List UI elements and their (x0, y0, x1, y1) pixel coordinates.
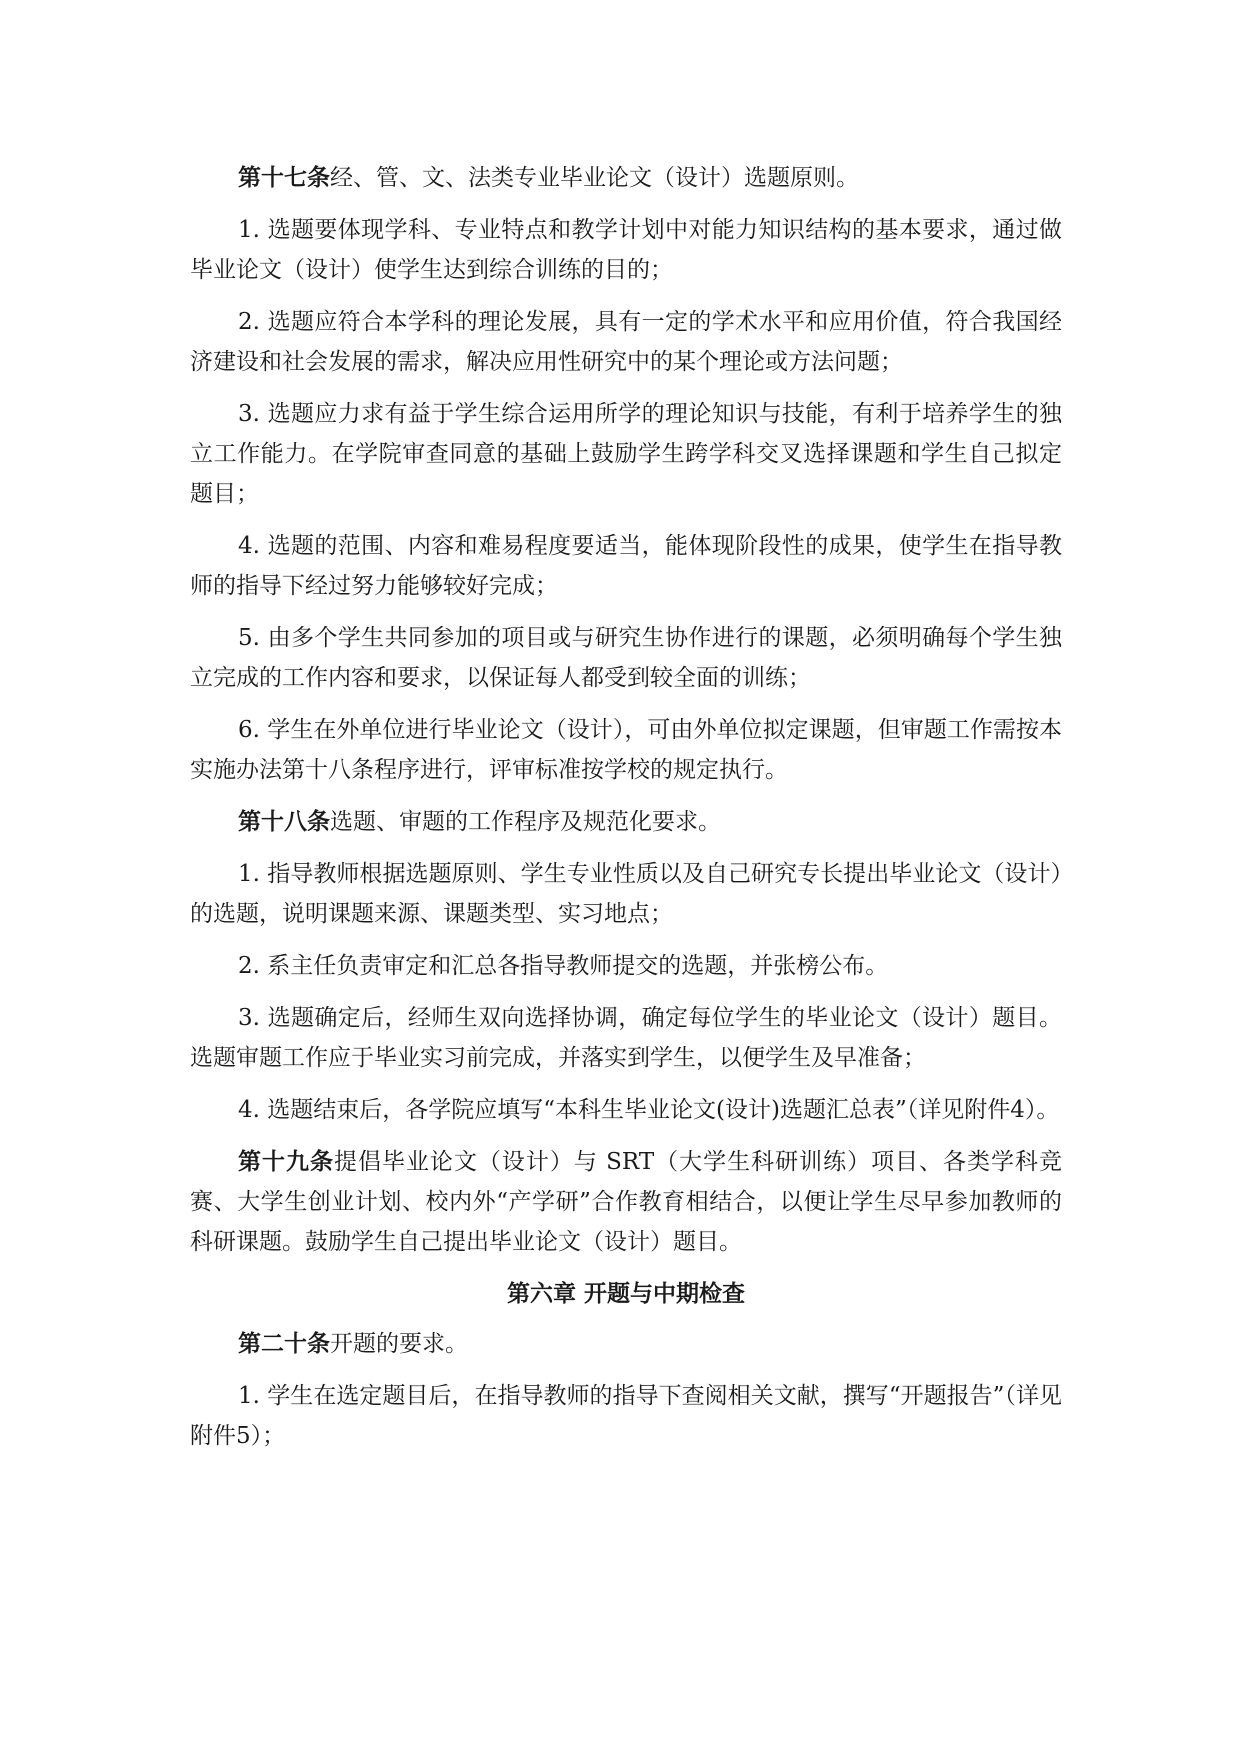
article-20 (190, 1324, 1062, 1364)
article-19 (190, 1142, 1062, 1262)
article-heading: 第二十条 (238, 1330, 330, 1357)
list-item: 6. 学生在外单位进行毕业论文（设计），可由外单位拟定课题，但审题工作需按本实施办法第十八条程序进行，评审标准按学校的规定执行。 (190, 717, 1062, 783)
list-item: 1. 学生在选定题目后，在指导教师的指导下查阅相关文献，撰写“开题报告”（详见附件5）； (190, 1383, 1062, 1449)
list-item: 3. 选题确定后，经师生双向选择协调，确定每位学生的毕业论文（设计）题目。选题审题工作应于毕业实习前完成，并落实到学生，以便学生及早准备； (190, 1005, 1062, 1071)
article-heading: 第十七条 (238, 164, 330, 191)
article-17 (190, 158, 1062, 198)
list-item: 1. 指导教师根据选题原则、学生专业性质以及自己研究专长提出毕业论文（设计）的选题，说明课题来源、课题类型、实习地点； (190, 861, 1062, 927)
list-item: 2. 选题应符合本学科的理论发展，具有一定的学术水平和应用价值，符合我国经济建设和社会发展的需求，解决应用性研究中的某个理论或方法问题； (190, 309, 1062, 375)
document-body (190, 158, 1062, 1468)
list-item: 4. 选题的范围、内容和难易程度要适当，能体现阶段性的成果，使学生在指导教师的指导下经过努力能够较好完成； (190, 533, 1062, 599)
article-text: 提倡毕业论文（设计）与 SRT（大学生科研训练）项目、各类学科竞赛、大学生创业计划、校内外“产学研”合作教育相结合，以便让学生尽早参加教师的科研课题。鼓励学生自己提出毕业论文（设计）题目。 (190, 1149, 1063, 1255)
article-18 (190, 802, 1062, 842)
chapter-title: 第六章 开题与中期检查 (506, 1280, 745, 1307)
article-heading: 第十九条 (238, 1148, 334, 1175)
list-item: 2. 系主任负责审定和汇总各指导教师提交的选题，并张榜公布。 (238, 953, 889, 979)
article-text: 开题的要求。 (330, 1331, 468, 1357)
article-heading: 第十八条 (238, 808, 330, 835)
article-text: 经、管、文、法类专业毕业论文（设计）选题原则。 (330, 165, 859, 191)
list-item: 3. 选题应力求有益于学生综合运用所学的理论知识与技能，有利于培养学生的独立工作能力。在学院审查同意的基础上鼓励学生跨学科交叉选择课题和学生自己拟定题目； (190, 401, 1062, 507)
list-item: 5. 由多个学生共同参加的项目或与研究生协作进行的课题，必须明确每个学生独立完成的工作内容和要求，以保证每人都受到较全面的训练； (190, 625, 1062, 691)
article-text: 选题、审题的工作程序及规范化要求。 (330, 809, 721, 835)
list-item: 1. 选题要体现学科、专业特点和教学计划中对能力知识结构的基本要求，通过做毕业论文（设计）使学生达到综合训练的目的； (190, 217, 1062, 283)
list-item: 4. 选题结束后，各学院应填写“本科生毕业论文(设计)选题汇总表”（详见附件4）。 (238, 1097, 1060, 1123)
